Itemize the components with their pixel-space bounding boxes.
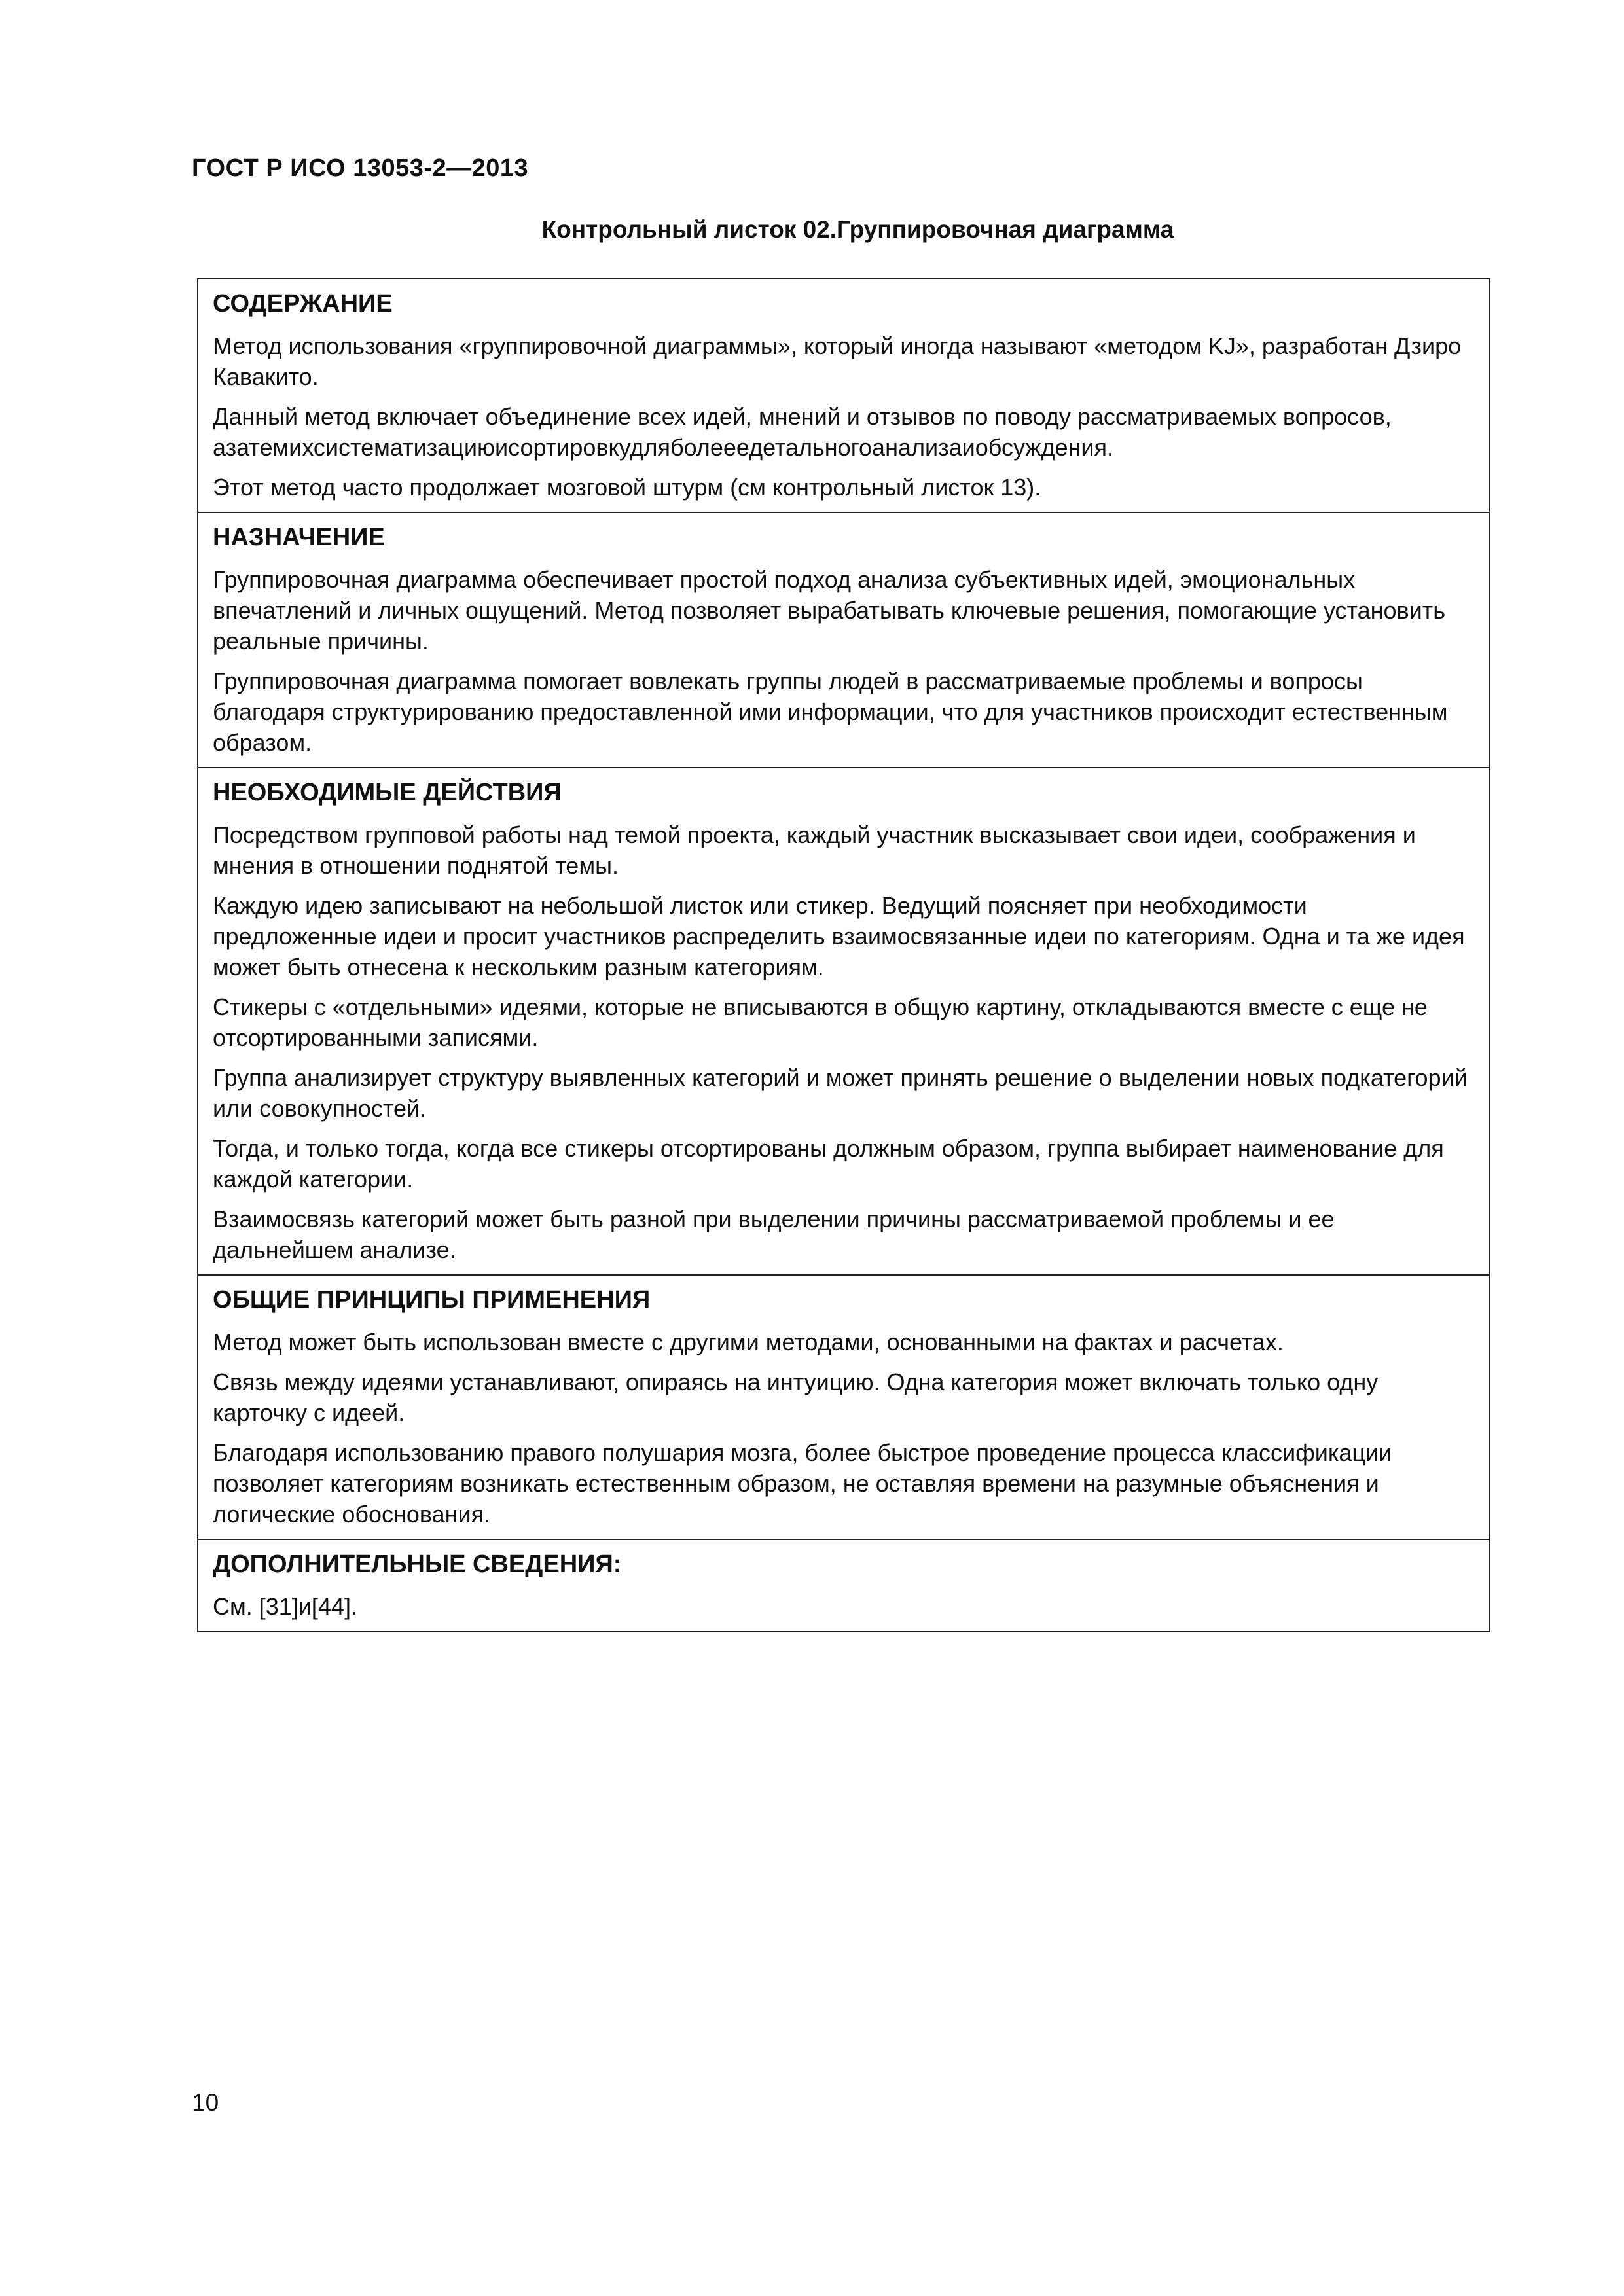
paragraph: Взаимосвязь категорий может быть разной при выделении причины рассматриваемой проблемы и ее дальнейшем анализе. bbox=[213, 1206, 1335, 1263]
section-general-principles bbox=[198, 1274, 1489, 1539]
checklist-table bbox=[197, 278, 1490, 1632]
section-purpose bbox=[198, 512, 1489, 767]
paragraph: Стикеры с «отдельными» идеями, которые не вписываются в общую картину, откладываются вместе с еще не отсортированными записями. bbox=[213, 994, 1428, 1051]
paragraph: Группировочная диаграмма обеспечивает простой подход анализа субъективных идей, эмоциональных впечатлений и личных ощущений. Метод позволяет вырабатывать ключевые решения, помогающие установить реальные причины. bbox=[213, 566, 1446, 655]
section-heading: ДОПОЛНИТЕЛЬНЫЕ СВЕДЕНИЯ: bbox=[213, 1551, 622, 1578]
paragraph: Группировочная диаграмма помогает вовлекать группы людей в рассматриваемые проблемы и вопросы благодаря структурированию предоставленной ими информации, что для участников происходит естественным образом. bbox=[213, 668, 1448, 756]
paragraph: Каждую идею записывают на небольшой листок или стикер. Ведущий поясняет при необходимости предложенные идеи и просит участников распределить взаимосвязанные идеи по категориям. Одна и та же идея может быть отнесена к нескольким разным категориям. bbox=[213, 892, 1465, 980]
section-heading: НЕОБХОДИМЫЕ ДЕЙСТВИЯ bbox=[213, 779, 562, 806]
section-additional-info bbox=[198, 1539, 1489, 1631]
paragraph: Данный метод включает объединение всех идей, мнений и отзывов по поводу рассматриваемых вопросов, азатемихсистематизациюисортировкудляболееедетальногоанализаиобсуждения. bbox=[213, 403, 1392, 461]
page-number: 10 bbox=[192, 2089, 219, 2116]
document-code: ГОСТ Р ИСО 13053-2—2013 bbox=[192, 154, 529, 182]
paragraph: Метод использования «группировочной диаграммы», который иногда называют «методом KJ», разработан Дзиро Кавакито. bbox=[213, 332, 1462, 390]
paragraph: Этот метод часто продолжает мозговой штурм (см контрольный листок 13). bbox=[213, 474, 1041, 501]
checklist-title: Контрольный листок 02.Группировочная диаграмма bbox=[541, 216, 1174, 243]
section-heading: НАЗНАЧЕНИЕ bbox=[213, 524, 385, 551]
paragraph: Связь между идеями устанавливают, опираясь на интуицию. Одна категория может включать только одну карточку с идеей. bbox=[213, 1369, 1379, 1426]
paragraph: Метод может быть использован вместе с другими методами, основанными на фактах и расчетах. bbox=[213, 1329, 1284, 1355]
section-content bbox=[198, 279, 1489, 512]
section-required-actions bbox=[198, 767, 1489, 1274]
paragraph: Группа анализирует структуру выявленных категорий и может принять решение о выделении новых подкатегорий или совокупностей. bbox=[213, 1064, 1468, 1122]
paragraph: Благодаря использованию правого полушария мозга, более быстрое проведение процесса классификации позволяет категориям возникать естественным образом, не оставляя времени на разумные объяснения и логические обоснования. bbox=[213, 1439, 1392, 1528]
section-heading: ОБЩИЕ ПРИНЦИПЫ ПРИМЕНЕНИЯ bbox=[213, 1286, 651, 1314]
section-heading: СОДЕРЖАНИЕ bbox=[213, 290, 393, 317]
paragraph: Тогда, и только тогда, когда все стикеры отсортированы должным образом, группа выбирает наименование для каждой категории. bbox=[213, 1135, 1444, 1193]
paragraph: Посредством групповой работы над темой проекта, каждый участник высказывает свои идеи, соображения и мнения в отношении поднятой темы. bbox=[213, 821, 1416, 879]
paragraph: См. [31]и[44]. bbox=[213, 1593, 357, 1620]
